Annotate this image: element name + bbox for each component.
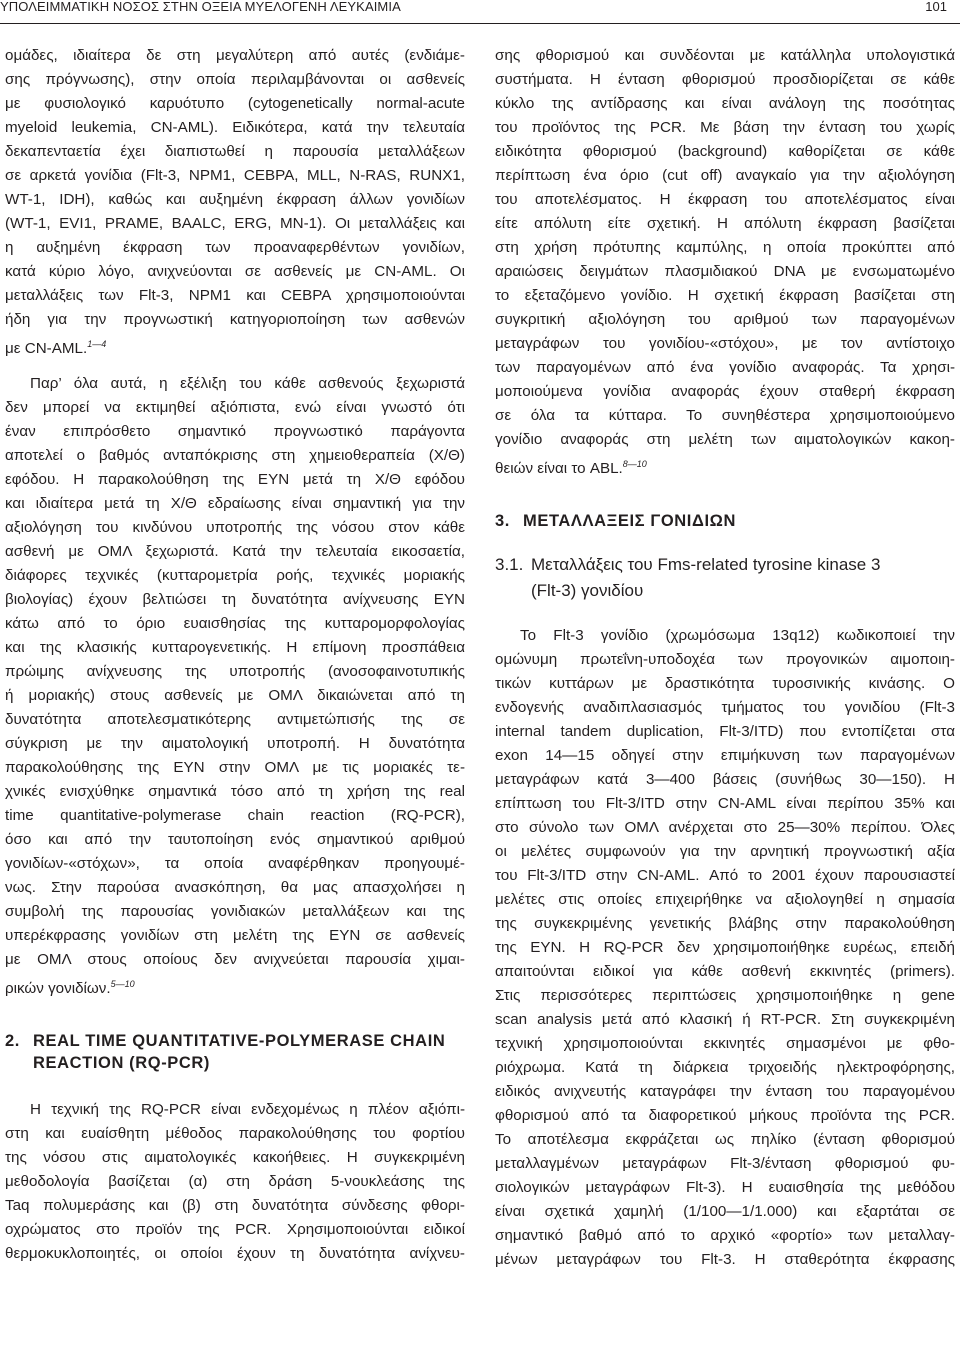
running-title: ΥΠΟΛΕΙΜΜΑΤΙΚΗ ΝΟΣΟΣ ΣΤΗΝ ΟΞΕΙΑ ΜΥΕΛΟΓΕΝΗ ΛΕΥΚΑΙΜΙΑ <box>0 0 401 14</box>
right-column <box>495 44 955 1272</box>
spacer <box>495 476 955 510</box>
text-line: ενδογενής αναδιπλασιασμός τμήματος του γονιδίου (Flt-3 <box>495 699 955 716</box>
text-line: scan analysis μετά από κλασική ή RT-PCR. Στη συγκεκριμένη <box>495 1011 955 1028</box>
text-line: μεταγράφων κατά 3—400 βάσεις (συνήθως 30—150). Η <box>495 771 955 788</box>
text-line: εφόδου. Η παρακολούθηση της ΕΥΝ μετά τη Χ/Θ εφόδου <box>5 471 465 488</box>
text-line: συγκριτική αξιολόγηση του αριθμού των παραγομένων <box>495 311 955 328</box>
text-line: ειδικότητα φθορισμού (background) καθορίζεται σε κάθε <box>495 143 955 160</box>
text-line: γονίδιο αναφοράς στη μελέτη των αιματολογικών κακοη- <box>495 431 955 448</box>
text-line: κύκλο της αντίδρασης και είναι ανάλογη της ποσότητας <box>495 95 955 112</box>
text-line: πρώιμης ανίχνευσης της υποτροπής (ανοσοφαινοτυπικής <box>5 663 465 680</box>
text-line: οχρώματος στο προϊόν της PCR. Χρησιμοποιούνται ειδικοί <box>5 1221 465 1238</box>
text-line <box>5 972 465 996</box>
text-line: με φυσιολογικό καρυότυπο (cytogenetically normal-acute <box>5 95 465 112</box>
text-line: δεκαπενταετία έχει διαπιστωθεί η παρουσία μεταλλάξεων <box>5 143 465 160</box>
section-title-line: ΜΕΤΑΛΛΑΞΕΙΣ ΓΟΝΙΔΙΩΝ <box>523 512 736 530</box>
text-line: έναν επιπρόσθετο σημαντικό προγνωστικό παράγοντα <box>5 423 465 440</box>
text-line: δεν μπορεί να εκτιμηθεί αξιόπιστα, ενώ είναι γνωστό ότι <box>5 399 465 416</box>
text-line: στη και ευαίσθητη μέθοδος παρακολούθησης του φορτίου <box>5 1125 465 1142</box>
text-line: βιολογίας) έχουν βελτιώσει τη δυνατότητα ανίχνευσης ΕΥΝ <box>5 591 465 608</box>
text-line: του προϊόντος της PCR. Με βάση την ένταση του χωρίς <box>495 119 955 136</box>
subsection-title-line: (Flt-3) γονιδίου <box>531 581 644 600</box>
text-line: της νόσου στις αιματολογικές κακοήθειες. Η συγκεκριμένη <box>5 1149 465 1166</box>
text-line: μοποιούμενα γονίδια αναφοράς έχουν σταθερή έκφραση <box>495 383 955 400</box>
text-line-content: ρικών γονιδίων. <box>5 980 111 998</box>
paragraph <box>5 1098 465 1266</box>
text-line: Taq πολυμεράσης και (β) στη δυνατότητα σύνδεσης φθορι- <box>5 1197 465 1214</box>
text-line: θερμοκυκλοποιητές, οι οποίοι έχουν τη δυνατότητα ανίχνευ- <box>5 1245 465 1262</box>
text-line: Στις περισσότερες περιπτώσεις χρησιμοποιήθηκε η gene <box>495 987 955 1004</box>
paragraph <box>495 624 955 1272</box>
text-line: ριόχρωμα. Κατά τη διάρκεια τριχοειδής ηλεκτροφόρησης, <box>495 1059 955 1076</box>
text-line: όσο και από την ταυτοποίηση ενός σημαντικού αριθμού <box>5 831 465 848</box>
text-line: μένων μεταγράφων του Flt-3. Η σταθερότητα έκφρασης <box>495 1251 955 1268</box>
text-line: μελέτες στις οποίες επιχειρήθηκε να αξιολογηθεί η σημασία <box>495 891 955 908</box>
subsection-number: 3.1. <box>495 555 524 574</box>
text-line: τεχνική χρησιμοποιούνται εκκινητές σημασμένοι με φθο- <box>495 1035 955 1052</box>
text-line: γονιδίων-«στόχων», τα οποία αναφέρθηκαν προηγουμέ- <box>5 855 465 872</box>
text-line: νως. Στην παρούσα ανασκόπηση, θα μας απασχολήσει η <box>5 879 465 896</box>
text-line: Το Flt-3 γονίδιο (χρωμόσωμα 13q12) κωδικοποιεί την <box>520 627 955 644</box>
text-line: παρακολούθησης της ΕΥΝ στην ΟΜΛ με τις μοριακές τε- <box>5 759 465 776</box>
citation: 5—10 <box>110 979 135 989</box>
spacer <box>5 1074 465 1098</box>
section-number: 2. <box>5 1032 20 1050</box>
text-line: Η τεχνική της RQ-PCR είναι ενδεχομένως η πλέον αξιόπι- <box>30 1101 465 1118</box>
text-line: της συγκεκριμένης γενετικής βλάβης στην παρακολούθηση <box>495 915 955 932</box>
section-title-line: REAL TIME QUANTITATIVE-POLYMERASE CHAIN <box>33 1032 446 1050</box>
spacer <box>495 604 955 624</box>
text-line: είναι σχετικά χαμηλή (1/100—1/1.000) και εξαρτάται σε <box>495 1203 955 1220</box>
section-heading-2 <box>5 1030 465 1074</box>
text-line <box>495 452 955 476</box>
text-line: απαιτούνται ειδικοί για κάθε ασθενή εκκινητές (primers). <box>495 963 955 980</box>
section-title-line: REACTION (RQ-PCR) <box>33 1054 211 1072</box>
text-line: αποτελεί ο βαθμός ανταπόκρισης στη χημειοθεραπεία (Χ/Θ) <box>5 447 465 464</box>
citation: 1—4 <box>87 339 107 349</box>
text-line: στο σύνολο των ΟΜΛ ανέρχεται στο 25—30% περίπου. Όλες <box>495 819 955 836</box>
section-number: 3. <box>495 512 510 530</box>
text-line: χνικές ενισχύθηκε σημαντικά τόσο από τη χρήση της real <box>5 783 465 800</box>
text-line: μεταλλαγμένων μεταγράφων Flt-3/ένταση φθορισμού φυ- <box>495 1155 955 1172</box>
text-line: και της κλασικής κυτταρογενετικής. Η επίμονη προσπάθεια <box>5 639 465 656</box>
page-number: 101 <box>925 0 947 14</box>
text-line: ή μοριακής) στους ασθενείς με ΟΜΛ δικαιώνεται από τη <box>5 687 465 704</box>
text-line: συστήματα. Η ένταση φθορισμού προσδιορίζεται σε κάθε <box>495 71 955 88</box>
paragraph <box>5 372 465 996</box>
text-line: περίπτωση ένα όριο (cut off) αναγκαίο για την αξιολόγηση <box>495 167 955 184</box>
text-line: σύγκριση με την αιματολογική υποτροπή. Η δυνατότητα <box>5 735 465 752</box>
text-line: αξιολόγηση του κινδύνου υποτροπής της νόσου στον κάθε <box>5 519 465 536</box>
text-line: συμβολή της παρουσίας γονιδιακών μεταλλάξεων και της <box>5 903 465 920</box>
text-line: σιολογικών μεταγράφων Flt-3). Η ευαισθησία της μεθόδου <box>495 1179 955 1196</box>
text-line: internal tandem duplication, Flt-3/ITD) που εντοπίζεται στα <box>495 723 955 740</box>
text-line: δυνατότητα αποτελεσματικότερης αντιμετώπισής της σε <box>5 711 465 728</box>
text-line: του αποτελέσματος. Η έκφραση του αποτελέσματος είναι <box>495 191 955 208</box>
text-line: time quantitative-polymerase chain reaction (RQ-PCR), <box>5 807 465 824</box>
text-line: σης φθορισμού και συνδέονται με κατάλληλα υπολογιστικά <box>495 47 955 64</box>
text-line: οι μελέτες συμφωνούν για την αρνητική προγνωστική αξία <box>495 843 955 860</box>
text-line: επίπτωση του Flt-3/ITD στην CN-AML είναι περίπου 35% και <box>495 795 955 812</box>
text-line: των παραγομένων από ένα γονίδιο αναφοράς. Τα χρησι- <box>495 359 955 376</box>
text-line: κατά κύριο λόγο, ανιχνεύονται σε ασθενείς με CN-AML. Οι <box>5 263 465 280</box>
text-line: ειδικός ανιχνευτής καταγράφει την ένταση του παραγομένου <box>495 1083 955 1100</box>
running-header <box>0 0 960 24</box>
text-line: ήδη για την προγνωστική κατηγοριοποίηση των ασθενών <box>5 311 465 328</box>
text-line: διάφορες τεχνικές (κυτταρομετρία ροής, τεχνικές μοριακής <box>5 567 465 584</box>
citation: 8—10 <box>622 459 647 469</box>
paragraph <box>495 44 955 476</box>
text-line: με ΟΜΛ στους οποίους δεν ανιχνεύεται παρουσία χιμαι- <box>5 951 465 968</box>
text-line: ασθενή με ΟΜΛ ξεχωριστά. Κατά την τελευταία εικοσαετία, <box>5 543 465 560</box>
text-line: exon 14—15 οδηγεί στην επιμήκυνση των παραγομένων <box>495 747 955 764</box>
text-line: της ΕΥΝ. Η RQ-PCR δεν χρησιμοποιήθηκε ευρέως, επειδή <box>495 939 955 956</box>
text-line: η αυξημένη έκφραση των προαναφερθέντων γονιδίων, <box>5 239 465 256</box>
text-line: myeloid leukemia, CN-AML). Ειδικότερα, κατά την τελευταία <box>5 119 465 136</box>
text-line: φθορισμού από τα διαφορετικού μήκους προϊόντα της PCR. <box>495 1107 955 1124</box>
text-line: κάτω από το όριο ευαισθησίας της κυτταρομορφολογίας <box>5 615 465 632</box>
paragraph <box>5 44 465 356</box>
left-column <box>5 44 465 1266</box>
text-line: μεταγράφων του γονιδίου-«στόχου», με τον αντίστοιχο <box>495 335 955 352</box>
text-line: σε αρκετά γονίδια (Flt-3, NPM1, CEBPA, MLL, N-RAS, RUNX1, <box>5 167 465 184</box>
text-line: (WT-1, EVI1, PRAME, BAALC, ERG, MN-1). Οι μεταλλάξεις και <box>5 215 465 232</box>
text-line: είτε απόλυτη είτε σχετική. Η απόλυτη έκφραση βασίζεται <box>495 215 955 232</box>
text-line: υπερέκφρασης γονιδίων στη μελέτη της ΕΥΝ σε ασθενείς <box>5 927 465 944</box>
header-rule <box>0 23 960 24</box>
text-line: ομάδες, ιδιαίτερα δε στη μεγαλύτερη από αυτές (ενδιάμε- <box>5 47 465 64</box>
text-line: σημαντικό βαθμό από το αρχικό «φορτίο» των μεταλλαγ- <box>495 1227 955 1244</box>
text-line: το εξεταζόμενο γονίδιο. Η σχετική έκφραση βασίζεται στη <box>495 287 955 304</box>
text-line: σε όλα τα κύτταρα. Το συνηθέστερα χρησιμοποιούμενο <box>495 407 955 424</box>
text-line <box>5 332 465 356</box>
section-heading-3 <box>495 510 955 532</box>
spacer <box>495 532 955 552</box>
spacer <box>5 996 465 1030</box>
spacer <box>5 356 465 372</box>
text-line: Παρ’ όλα αυτά, η εξέλιξη του κάθε ασθενούς ξεχωριστά <box>30 375 465 392</box>
text-line: WT-1, IDH), καθώς και αυξημένη έκφραση άλλων γονιδίων <box>5 191 465 208</box>
text-line: αραιώσεις δειγμάτων πλασμιδιακού DNA με ενσωματωμένο <box>495 263 955 280</box>
text-line: και ιδιαίτερα μετά τη Χ/Θ εδραίωσης είναι σημαντική για την <box>5 495 465 512</box>
text-line-content: θειών είναι το ABL. <box>495 460 623 478</box>
text-line: του Flt-3/ITD στην CN-AML. Από το 2001 έχουν παρουσιαστεί <box>495 867 955 884</box>
text-line: μεταλλάξεις των Flt-3, NPM1 και CEBPA χρησιμοποιούνται <box>5 287 465 304</box>
text-line: τικών κυττάρων με δραστικότητα τυροσινικής κινάσης. Ο <box>495 675 955 692</box>
subsection-title-line: Μεταλλάξεις του Fms-related tyrosine kinase 3 <box>531 555 881 574</box>
text-line: σης πρόγνωσης), στην οποία περιλαμβάνονται οι ασθενείς <box>5 71 465 88</box>
text-line: ομώνυμη πρωτεΐνη-υποδοχέα των προγονικών αιμοποιη- <box>495 651 955 668</box>
text-line: Το αποτέλεσμα εκφράζεται ως πηλίκο (ένταση φθορισμού <box>495 1131 955 1148</box>
text-line-content: με CN-AML. <box>5 340 88 358</box>
text-line: στη χρήση πρότυπης καμπύλης, η οποία προκύπτει από <box>495 239 955 256</box>
text-line: μεθοδολογία βασίζεται (α) στη δράση 5-νουκλεάσης της <box>5 1173 465 1190</box>
subsection-heading-3-1 <box>495 552 955 604</box>
